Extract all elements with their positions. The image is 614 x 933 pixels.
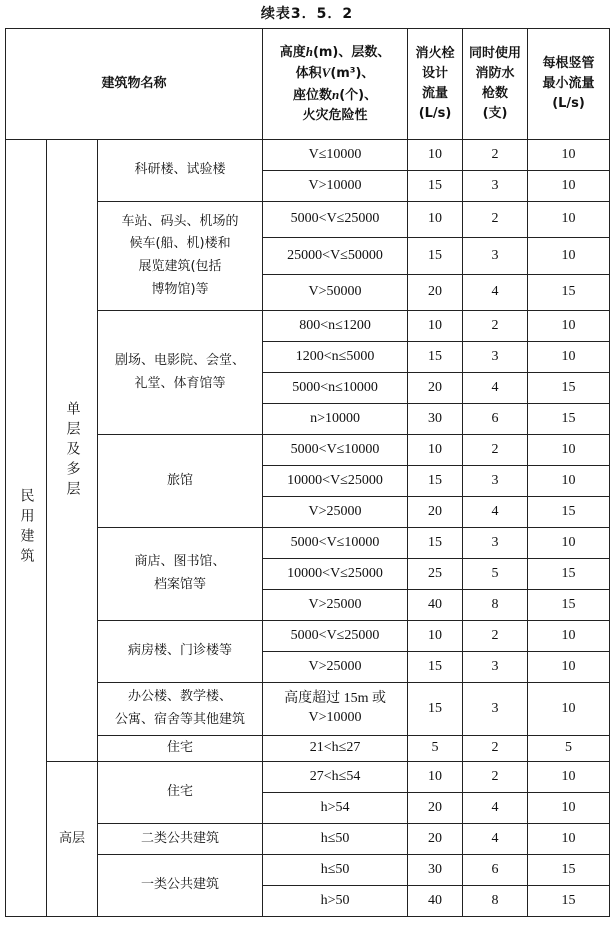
guns-cell: 4 [463,373,528,404]
cond-cell: 21<h≤27 [263,736,408,762]
header-row [6,29,610,140]
cond-cell: 5000<V≤10000 [263,435,408,466]
group-highrise: 高层 [47,762,98,917]
guns-cell: 4 [463,824,528,855]
header-building-name: 建筑物名称 [6,29,263,140]
guns-cell: 2 [463,621,528,652]
header-height-volume [263,29,408,140]
header-seats-l3-rest: (个)、 [339,87,378,103]
name-station-l2: 候车(船、机)楼和 [129,236,231,252]
header-min-l3: (L/s) [552,96,585,112]
cond-cell [263,683,408,736]
group-single-multi: 单层及多层 [47,140,98,762]
flow-cell: 5 [408,736,463,762]
min-flow-cell: 15 [528,404,610,435]
min-flow-cell: 15 [528,497,610,528]
min-flow-cell: 15 [528,855,610,886]
header-height-l1-rest: (m)、层数、 [312,45,391,61]
header-guns-l4: (支) [482,106,508,122]
header-volume-l2: 体积 [295,66,322,82]
header-seats-l3: 座位数 [292,87,332,103]
name-public-class1: 一类公共建筑 [98,855,263,917]
guns-cell: 3 [463,238,528,275]
guns-cell: 5 [463,559,528,590]
flow-cell: 20 [408,824,463,855]
flow-cell: 15 [408,683,463,736]
min-flow-cell: 10 [528,342,610,373]
name-station [98,202,263,311]
name-shop [98,528,263,621]
min-flow-cell: 10 [528,171,610,202]
guns-cell: 8 [463,590,528,621]
min-flow-cell: 10 [528,140,610,171]
header-gun-count [463,29,528,140]
min-flow-cell: 10 [528,621,610,652]
name-housing: 住宅 [98,736,263,762]
name-station-l4: 博物馆)等 [151,281,209,297]
cond-cell: 1200<n≤5000 [263,342,408,373]
min-flow-cell: 15 [528,590,610,621]
table-row [6,762,610,793]
cond-cell: V>25000 [263,590,408,621]
guns-cell: 4 [463,275,528,311]
min-flow-cell: 10 [528,435,610,466]
table-caption: 续表3．5．2 [260,6,354,22]
flow-cell: 10 [408,621,463,652]
flow-cell: 10 [408,311,463,342]
name-station-l1: 车站、码头、机场的 [121,213,239,229]
group-civil: 民用建筑 [6,140,47,917]
flow-cell: 20 [408,793,463,824]
name-lab: 科研楼、试验楼 [98,140,263,202]
min-flow-cell: 10 [528,762,610,793]
guns-cell: 2 [463,311,528,342]
flow-cell: 10 [408,202,463,238]
header-design-flow [408,29,463,140]
cond-cell: 800<n≤1200 [263,311,408,342]
header-height-h: h [305,44,313,60]
header-seats-n: n [331,86,340,102]
cond-cell: V>25000 [263,652,408,683]
guns-cell: 3 [463,528,528,559]
name-station-l3: 展览建筑(包括 [138,259,222,274]
header-guns-l1: 同时使用 [469,45,522,61]
name-hotel: 旅馆 [98,435,263,528]
guns-cell: 6 [463,404,528,435]
table-row [6,140,610,171]
guns-cell: 3 [463,342,528,373]
flow-cell: 15 [408,171,463,202]
header-min-l1: 每根竖管 [542,55,595,71]
flow-cell: 40 [408,590,463,621]
flow-cell: 10 [408,762,463,793]
header-flow-l3: 流量 [422,86,449,101]
guns-cell: 2 [463,435,528,466]
min-flow-cell: 10 [528,528,610,559]
cond-cell: V≤10000 [263,140,408,171]
min-flow-cell: 15 [528,559,610,590]
guns-cell: 3 [463,652,528,683]
fire-hydrant-flow-table [5,28,610,917]
guns-cell: 2 [463,762,528,793]
name-office [98,683,263,736]
header-guns-l3: 枪数 [482,86,509,101]
flow-cell: 10 [408,140,463,171]
header-min-flow [528,29,610,140]
min-flow-cell: 15 [528,886,610,917]
guns-cell: 3 [463,466,528,497]
cond-office-l2: V>10000 [308,710,362,725]
cond-cell: n>10000 [263,404,408,435]
flow-cell: 15 [408,342,463,373]
guns-cell: 4 [463,793,528,824]
guns-cell: 8 [463,886,528,917]
cond-cell: 10000<V≤25000 [263,559,408,590]
name-shop-l2: 档案馆等 [154,577,207,592]
guns-cell: 3 [463,171,528,202]
guns-cell: 2 [463,140,528,171]
min-flow-cell: 10 [528,824,610,855]
guns-cell: 3 [463,683,528,736]
min-flow-cell: 10 [528,793,610,824]
min-flow-cell: 15 [528,275,610,311]
header-min-l2: 最小流量 [542,75,595,91]
cond-cell: V>50000 [263,275,408,311]
cond-cell: h>54 [263,793,408,824]
name-high-housing: 住宅 [98,762,263,824]
cond-cell: h≤50 [263,855,408,886]
name-theater-l2: 礼堂、体育馆等 [134,375,226,391]
cond-cell: 25000<V≤50000 [263,238,408,275]
cond-cell: V>25000 [263,497,408,528]
header-flow-l1: 消火栓 [415,45,455,61]
guns-cell: 6 [463,855,528,886]
cond-cell: 5000<n≤10000 [263,373,408,404]
header-flow-l4: (L/s) [418,106,452,122]
flow-cell: 30 [408,404,463,435]
cond-cell: 10000<V≤25000 [263,466,408,497]
flow-cell: 15 [408,652,463,683]
min-flow-cell: 10 [528,202,610,238]
name-theater-l1: 剧场、电影院、会堂、 [115,352,246,368]
flow-cell: 15 [408,466,463,497]
min-flow-cell: 5 [528,736,610,762]
guns-cell: 2 [463,202,528,238]
name-theater [98,311,263,435]
name-office-l1: 办公楼、教学楼、 [128,689,233,705]
name-public-class2: 二类公共建筑 [98,824,263,855]
name-shop-l1: 商店、图书馆、 [134,554,226,570]
flow-cell: 20 [408,373,463,404]
flow-cell: 25 [408,559,463,590]
guns-cell: 4 [463,497,528,528]
flow-cell: 20 [408,275,463,311]
flow-cell: 30 [408,855,463,886]
min-flow-cell: 10 [528,238,610,275]
cond-cell: 5000<V≤25000 [263,202,408,238]
cond-office-l1: 高度超过 15m 或 [284,691,386,707]
header-height-l1: 高度 [279,45,306,61]
min-flow-cell: 10 [528,652,610,683]
cond-cell: V>10000 [263,171,408,202]
min-flow-cell: 15 [528,373,610,404]
header-flow-l2: 设计 [422,65,449,81]
header-fire-risk: 火灾危险性 [302,107,368,123]
flow-cell: 15 [408,238,463,275]
flow-cell: 40 [408,886,463,917]
cond-cell: h≤50 [263,824,408,855]
name-hospital: 病房楼、门诊楼等 [98,621,263,683]
flow-cell: 10 [408,435,463,466]
cond-cell: 5000<V≤25000 [263,621,408,652]
flow-cell: 15 [408,528,463,559]
header-volume-V: V [321,65,331,81]
header-volume-l2-rest: (m³)、 [330,66,375,82]
min-flow-cell: 10 [528,466,610,497]
flow-cell: 20 [408,497,463,528]
header-guns-l2: 消防水 [475,65,515,81]
min-flow-cell: 10 [528,683,610,736]
cond-cell: 27<h≤54 [263,762,408,793]
cond-cell: h>50 [263,886,408,917]
name-office-l2: 公寓、宿舍等其他建筑 [115,712,246,727]
min-flow-cell: 10 [528,311,610,342]
guns-cell: 2 [463,736,528,762]
cond-cell: 5000<V≤10000 [263,528,408,559]
